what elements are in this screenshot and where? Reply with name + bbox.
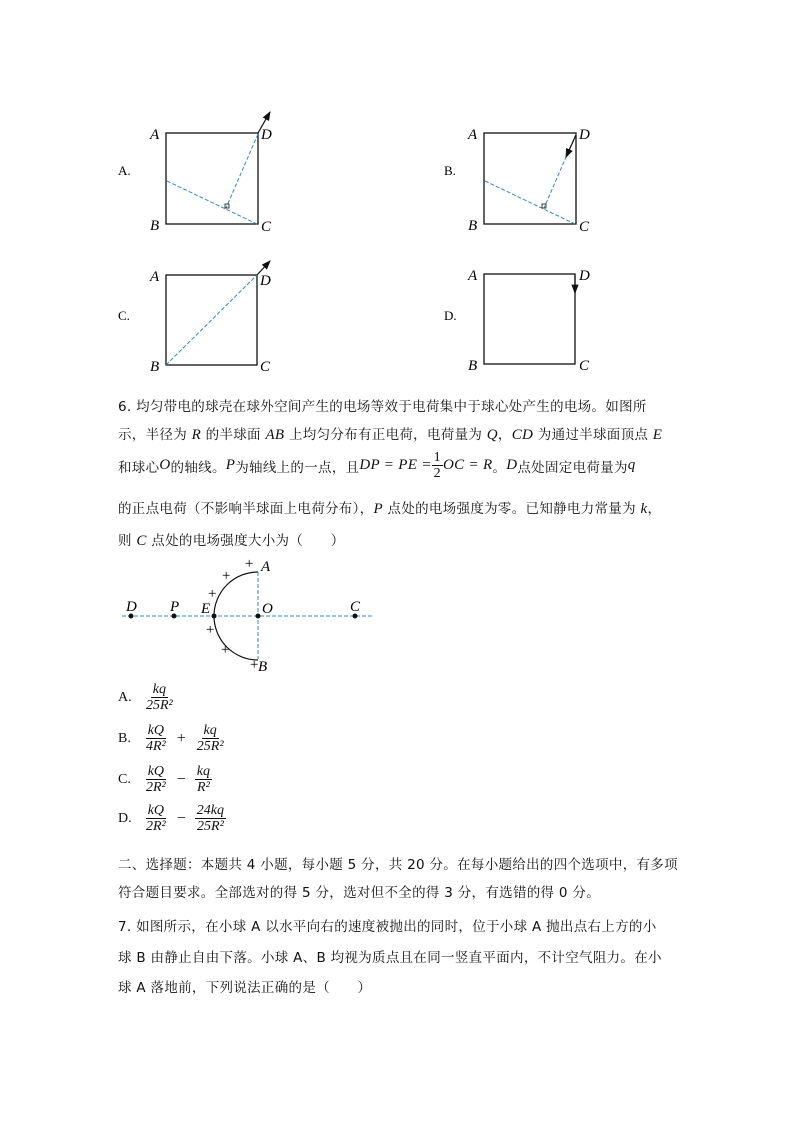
q7-line-1: 7. 如图所示，在小球 A 以水平向右的速度被抛出的同时，位于小球 A 抛出点右上方的小 bbox=[118, 919, 657, 935]
arrow-icon bbox=[566, 135, 576, 157]
option-label: A. bbox=[118, 163, 131, 178]
svg-text:C: C bbox=[260, 359, 271, 375]
svg-text:B: B bbox=[468, 358, 478, 374]
q6-option-b[interactable]: B. $\frac{kQ}{\text{4R²}}$ + $\frac{kq}{\text{25R²}}$ bbox=[118, 723, 224, 754]
option-a-diagram bbox=[118, 112, 272, 235]
svg-text:+: + bbox=[221, 568, 232, 584]
option-b-diagram bbox=[444, 127, 590, 235]
q6-line-1: 6. 均匀带电的球壳在球外空间产生的电场等效于电荷集中于球心处产生的电场。如图所 bbox=[118, 399, 647, 415]
q5-options-figure bbox=[0, 0, 794, 380]
svg-text:C: C bbox=[579, 358, 590, 374]
svg-text:B: B bbox=[258, 659, 268, 675]
svg-text:A: A bbox=[150, 269, 160, 285]
option-c-diagram bbox=[118, 261, 271, 375]
svg-text:P: P bbox=[170, 599, 180, 615]
q6-option-a[interactable]: A. $\frac{kq}{\text{25R²}}$ bbox=[118, 682, 173, 713]
svg-text:D: D bbox=[126, 599, 137, 615]
svg-text:B.: B. bbox=[444, 163, 456, 178]
svg-text:B: B bbox=[150, 218, 160, 234]
q6-line-5: 则 C 点处的电场强度大小为（ ） bbox=[118, 533, 345, 549]
q7-line-3: 球 A 落地前，下列说法正确的是（ ） bbox=[118, 980, 372, 996]
hemisphere-figure bbox=[0, 550, 400, 675]
q6-option-d[interactable]: D. $\frac{kQ}{\text{2R²}}$ − $\frac{24kq}{\text{25R²}}$ bbox=[118, 803, 224, 834]
svg-text:C: C bbox=[350, 599, 361, 615]
svg-text:D: D bbox=[579, 127, 590, 143]
svg-text:D.: D. bbox=[444, 308, 457, 323]
section2-line-1: 二、选择题：本题共 4 小题，每小题 5 分，共 20 分。在每小题给出的四个选项中，有多项 bbox=[118, 857, 678, 873]
option-d-diagram bbox=[444, 268, 590, 374]
q7-line-2: 球 B 由静止自由下落。小球 A、B 均视为质点且在同一竖直平面内，不计空气阻力。在小 bbox=[118, 950, 662, 966]
svg-text:+: + bbox=[249, 657, 260, 673]
q6-line-4: 的正点电荷（不影响半球面上电荷分布），P 点处的电场强度为零。已知静电力常量为 k， bbox=[118, 501, 662, 517]
q6-line-2: 示，半径为 R 的半球面 AB 上均匀分布有正电荷，电荷量为 Q，CD 为通过半球面顶点 E bbox=[118, 427, 663, 443]
svg-text:A: A bbox=[468, 127, 478, 143]
svg-text:A: A bbox=[150, 127, 160, 143]
svg-text:A: A bbox=[261, 559, 271, 575]
svg-text:C: C bbox=[579, 219, 590, 235]
svg-text:D: D bbox=[260, 273, 271, 289]
svg-text:A: A bbox=[468, 268, 478, 284]
svg-text:B: B bbox=[150, 359, 160, 375]
svg-text:O: O bbox=[262, 601, 273, 617]
svg-text:D: D bbox=[261, 127, 272, 143]
svg-text:C.: C. bbox=[118, 308, 130, 323]
q6-option-c[interactable]: C. $\frac{kQ}{\text{2R²}}$ − $\frac{kq}{\text{R²}}$ bbox=[118, 764, 210, 795]
svg-text:+: + bbox=[205, 622, 216, 638]
svg-text:E: E bbox=[201, 601, 211, 617]
svg-text:+: + bbox=[244, 556, 255, 572]
section2-line-2: 符合题目要求。全部选对的得 5 分，选对但不全的得 3 分，有选错的得 0 分。 bbox=[118, 885, 601, 901]
svg-text:B: B bbox=[468, 218, 478, 234]
q6-line-3: 和球心 O 的轴线。 P 为轴线上的一点，且 DP = PE = $\frac{1}{2}$ OC = R 。 D 点处固定电荷量为 q bbox=[118, 450, 636, 481]
svg-text:+: + bbox=[220, 642, 231, 658]
svg-text:D: D bbox=[579, 268, 590, 284]
svg-text:+: + bbox=[207, 586, 218, 602]
svg-text:C: C bbox=[261, 219, 272, 235]
